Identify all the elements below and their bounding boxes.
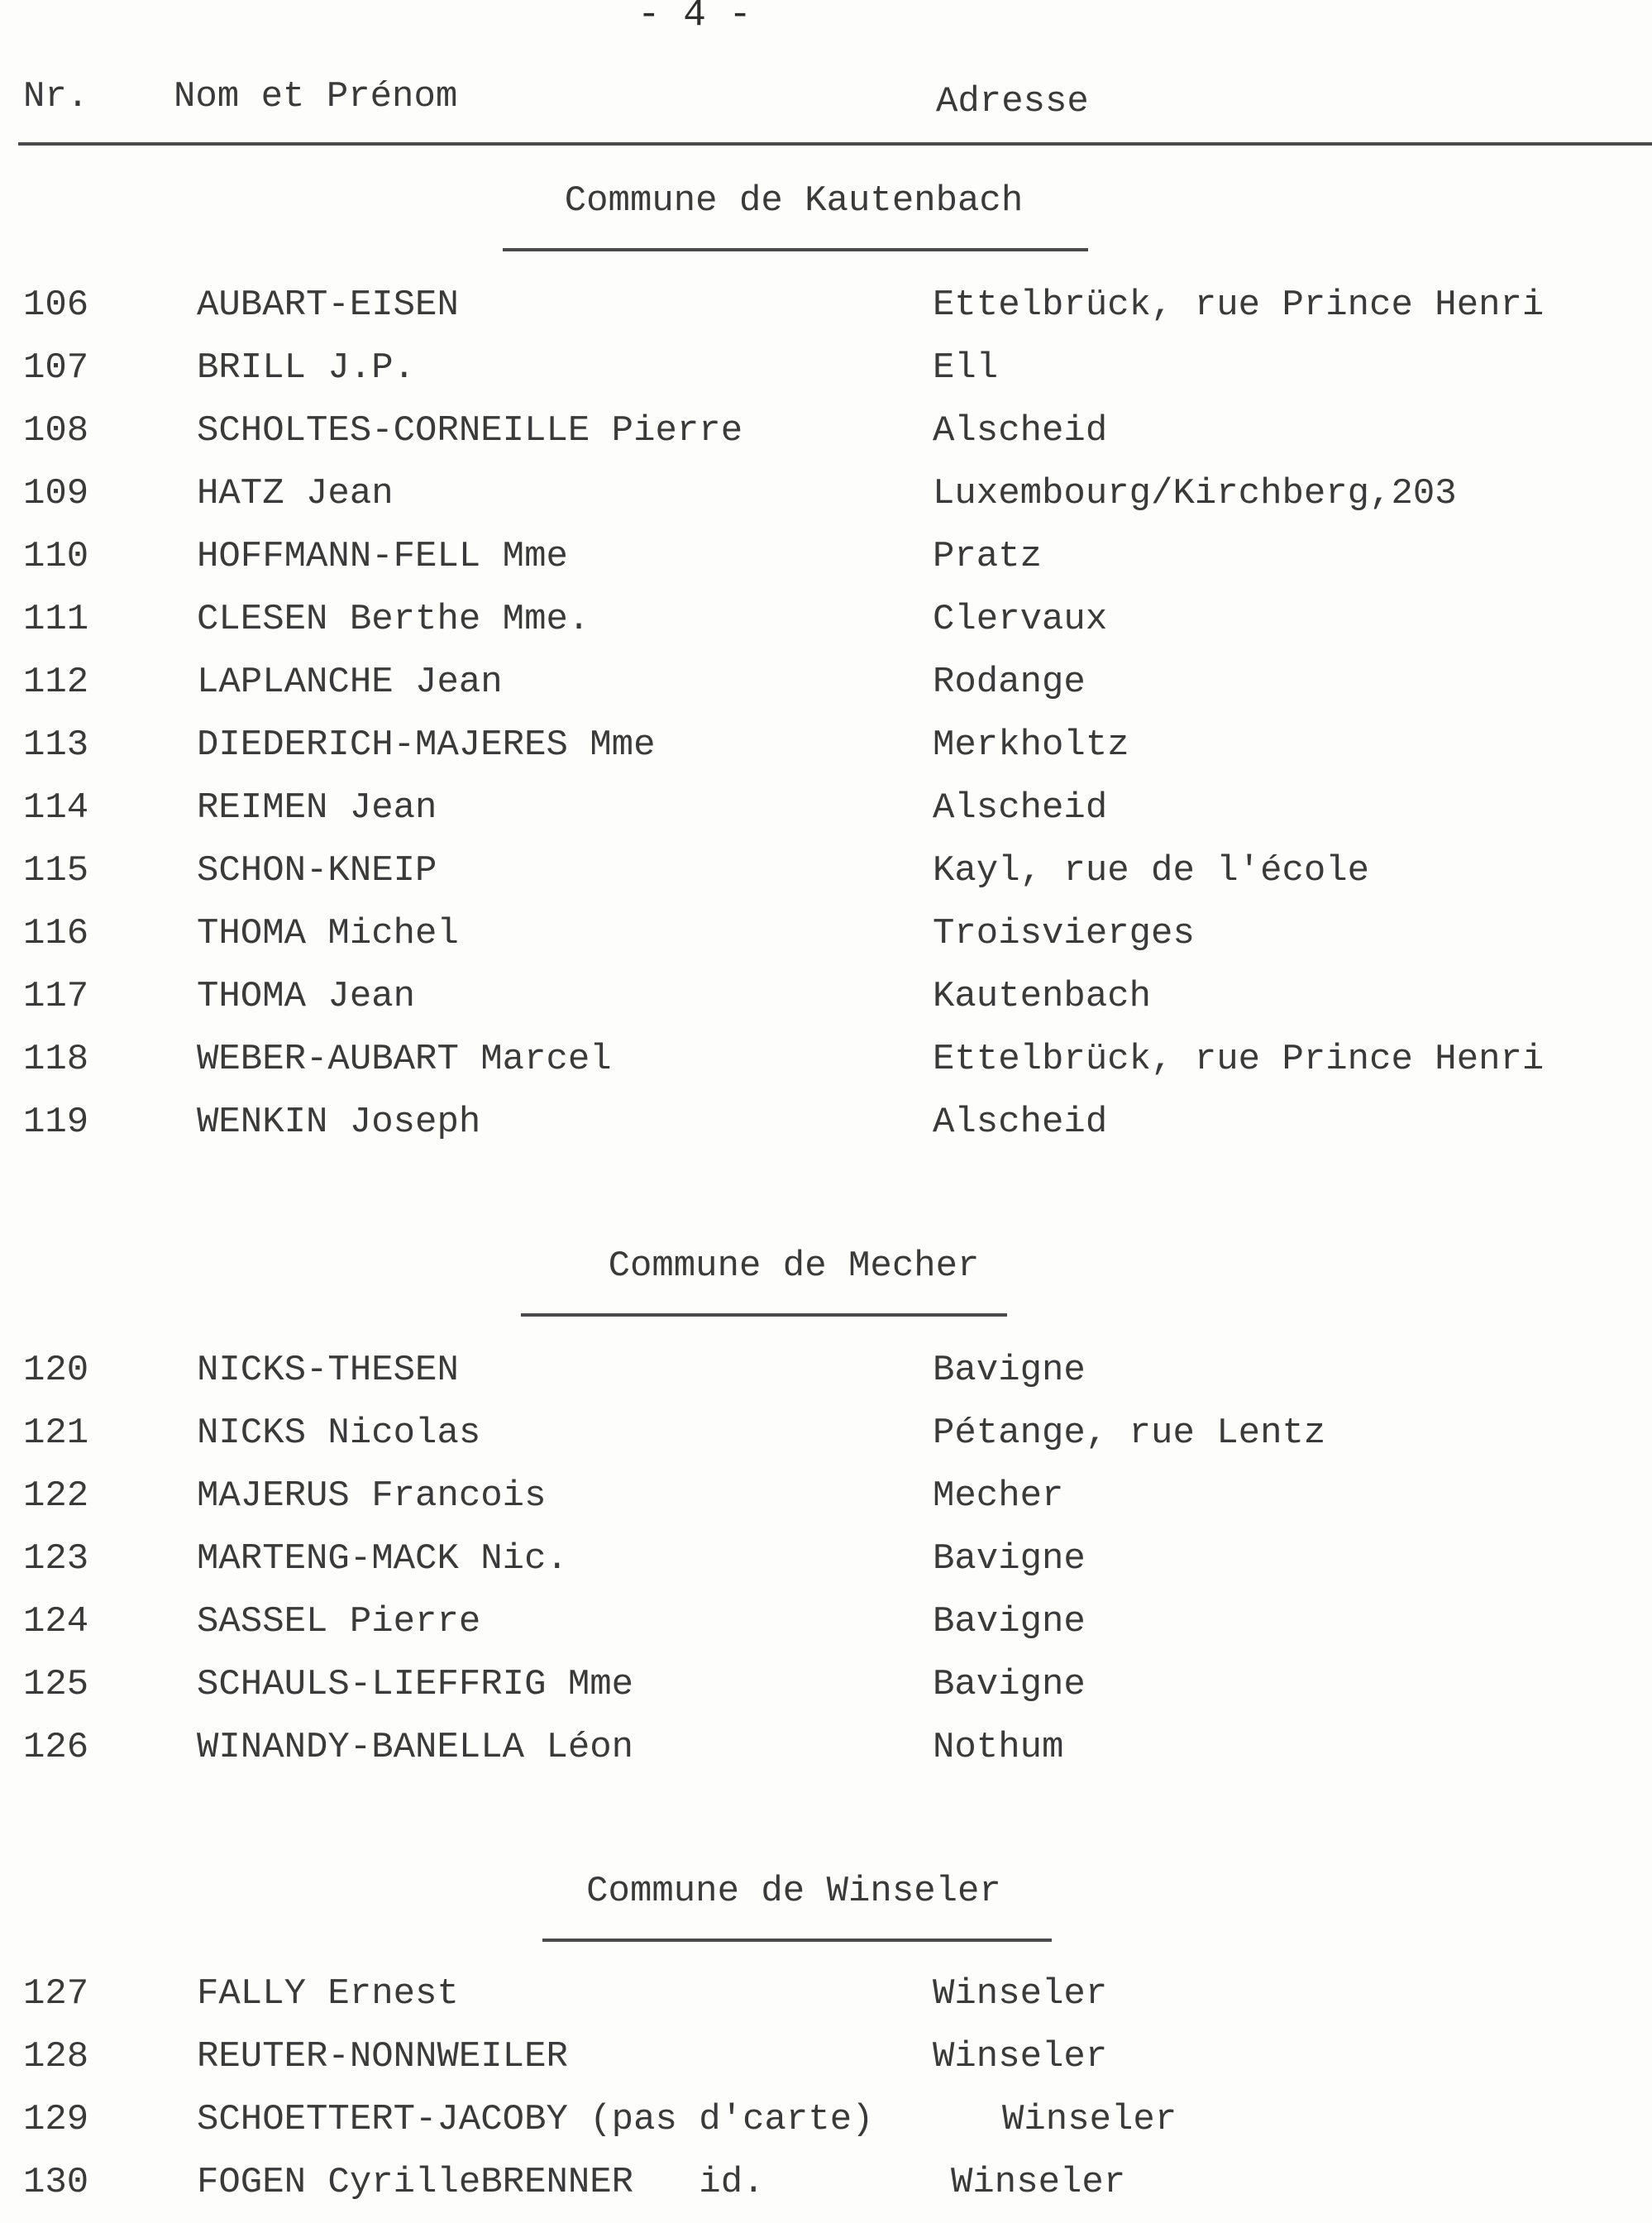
table-row xyxy=(0,1601,1652,1651)
section-rule-kautenbach xyxy=(503,248,1088,251)
row-address: Troisvierges xyxy=(933,913,1195,954)
row-address: Merkholtz xyxy=(933,724,1129,766)
row-name: DIEDERICH-MAJERES Mme xyxy=(197,724,656,766)
table-row xyxy=(0,599,1652,648)
row-address: Mecher xyxy=(933,1475,1064,1517)
table-row xyxy=(0,2099,1652,2149)
row-name: WINANDY-BANELLA Léon xyxy=(197,1727,634,1768)
row-address: Nothum xyxy=(933,1727,1064,1768)
header-nr: Nr. xyxy=(23,76,89,117)
section-title-winseler: Commune de Winseler xyxy=(586,1871,1001,1912)
row-name: WENKIN Joseph xyxy=(197,1102,481,1143)
row-address: Pétange, rue Lentz xyxy=(933,1413,1326,1454)
table-row xyxy=(0,1102,1652,1151)
row-address: Bavigne xyxy=(933,1538,1086,1580)
section-rule-winseler xyxy=(542,1939,1052,1942)
table-row xyxy=(0,1475,1652,1525)
row-address: Winseler xyxy=(1002,2099,1177,2140)
row-address: Alscheid xyxy=(933,1102,1108,1143)
row-nr: 129 xyxy=(23,2099,89,2140)
row-name: NICKS-THESEN xyxy=(197,1350,459,1391)
table-row xyxy=(0,347,1652,397)
row-nr: 121 xyxy=(23,1413,89,1454)
table-row xyxy=(0,2036,1652,2086)
row-name: MARTENG-MACK Nic. xyxy=(197,1538,568,1580)
table-row xyxy=(0,2162,1652,2211)
row-address: Ell xyxy=(933,347,999,389)
row-address: Ettelbrück, rue Prince Henri xyxy=(933,1039,1545,1080)
row-nr: 120 xyxy=(23,1350,89,1391)
row-address: Bavigne xyxy=(933,1350,1086,1391)
row-address: Alscheid xyxy=(933,787,1108,829)
row-nr: 130 xyxy=(23,2162,89,2203)
row-name: MAJERUS Francois xyxy=(197,1475,547,1517)
row-nr: 125 xyxy=(23,1664,89,1705)
row-name: BRILL J.P. xyxy=(197,347,416,389)
row-nr: 107 xyxy=(23,347,89,389)
table-row xyxy=(0,724,1652,774)
table-row xyxy=(0,1664,1652,1714)
row-address: Kayl, rue de l'école xyxy=(933,850,1370,892)
row-address: Luxembourg/Kirchberg,203 xyxy=(933,473,1457,514)
row-nr: 113 xyxy=(23,724,89,766)
row-address: Kautenbach xyxy=(933,976,1152,1017)
row-name: LAPLANCHE Jean xyxy=(197,662,503,703)
row-name: NICKS Nicolas xyxy=(197,1413,481,1454)
row-name: FOGEN CyrilleBRENNER id. xyxy=(197,2162,765,2203)
row-name: REIMEN Jean xyxy=(197,787,437,829)
row-nr: 126 xyxy=(23,1727,89,1768)
table-row xyxy=(0,1350,1652,1399)
header-name: Nom et Prénom xyxy=(174,76,458,117)
row-name: THOMA Jean xyxy=(197,976,416,1017)
row-nr: 118 xyxy=(23,1039,89,1080)
row-name: SCHOETTERT-JACOBY (pas d'carte) xyxy=(197,2099,874,2140)
row-address: Clervaux xyxy=(933,599,1108,640)
row-nr: 115 xyxy=(23,850,89,892)
row-name: THOMA Michel xyxy=(197,913,459,954)
row-address: Ettelbrück, rue Prince Henri xyxy=(933,284,1545,326)
header-rule xyxy=(18,142,1652,146)
row-nr: 128 xyxy=(23,2036,89,2077)
row-name: HOFFMANN-FELL Mme xyxy=(197,536,568,577)
row-name: SCHAULS-LIEFFRIG Mme xyxy=(197,1664,634,1705)
row-name: SCHOLTES-CORNEILLE Pierre xyxy=(197,410,743,452)
row-address: Bavigne xyxy=(933,1601,1086,1642)
row-nr: 114 xyxy=(23,787,89,829)
table-row xyxy=(0,787,1652,837)
row-nr: 106 xyxy=(23,284,89,326)
header-address: Adresse xyxy=(936,81,1089,122)
row-address: Winseler xyxy=(933,2036,1108,2077)
section-rule-mecher xyxy=(521,1313,1007,1317)
row-nr: 123 xyxy=(23,1538,89,1580)
row-nr: 119 xyxy=(23,1102,89,1143)
row-nr: 112 xyxy=(23,662,89,703)
section-title-mecher: Commune de Mecher xyxy=(608,1245,980,1287)
table-row xyxy=(0,1413,1652,1462)
row-address: Pratz xyxy=(933,536,1043,577)
row-name: FALLY Ernest xyxy=(197,1973,459,2015)
table-row xyxy=(0,850,1652,900)
table-row xyxy=(0,1973,1652,2023)
table-row xyxy=(0,473,1652,523)
page-number: - 4 - xyxy=(637,0,752,36)
row-address: Winseler xyxy=(951,2162,1126,2203)
table-row xyxy=(0,536,1652,586)
row-address: Rodange xyxy=(933,662,1086,703)
table-row xyxy=(0,410,1652,460)
row-nr: 122 xyxy=(23,1475,89,1517)
table-row xyxy=(0,913,1652,963)
row-nr: 127 xyxy=(23,1973,89,2015)
table-row xyxy=(0,662,1652,711)
row-nr: 109 xyxy=(23,473,89,514)
row-nr: 124 xyxy=(23,1601,89,1642)
row-name: REUTER-NONNWEILER xyxy=(197,2036,568,2077)
row-nr: 111 xyxy=(23,599,89,640)
table-row xyxy=(0,284,1652,334)
row-name: CLESEN Berthe Mme. xyxy=(197,599,590,640)
table-row xyxy=(0,1538,1652,1588)
row-name: HATZ Jean xyxy=(197,473,394,514)
row-name: WEBER-AUBART Marcel xyxy=(197,1039,612,1080)
row-nr: 110 xyxy=(23,536,89,577)
row-name: SCHON-KNEIP xyxy=(197,850,437,892)
table-row xyxy=(0,976,1652,1025)
row-nr: 116 xyxy=(23,913,89,954)
row-nr: 117 xyxy=(23,976,89,1017)
table-row xyxy=(0,1039,1652,1088)
table-row xyxy=(0,1727,1652,1776)
row-nr: 108 xyxy=(23,410,89,452)
row-address: Winseler xyxy=(933,1973,1108,2015)
section-title-kautenbach: Commune de Kautenbach xyxy=(564,180,1024,222)
row-name: SASSEL Pierre xyxy=(197,1601,481,1642)
row-address: Alscheid xyxy=(933,410,1108,452)
row-name: AUBART-EISEN xyxy=(197,284,459,326)
row-address: Bavigne xyxy=(933,1664,1086,1705)
